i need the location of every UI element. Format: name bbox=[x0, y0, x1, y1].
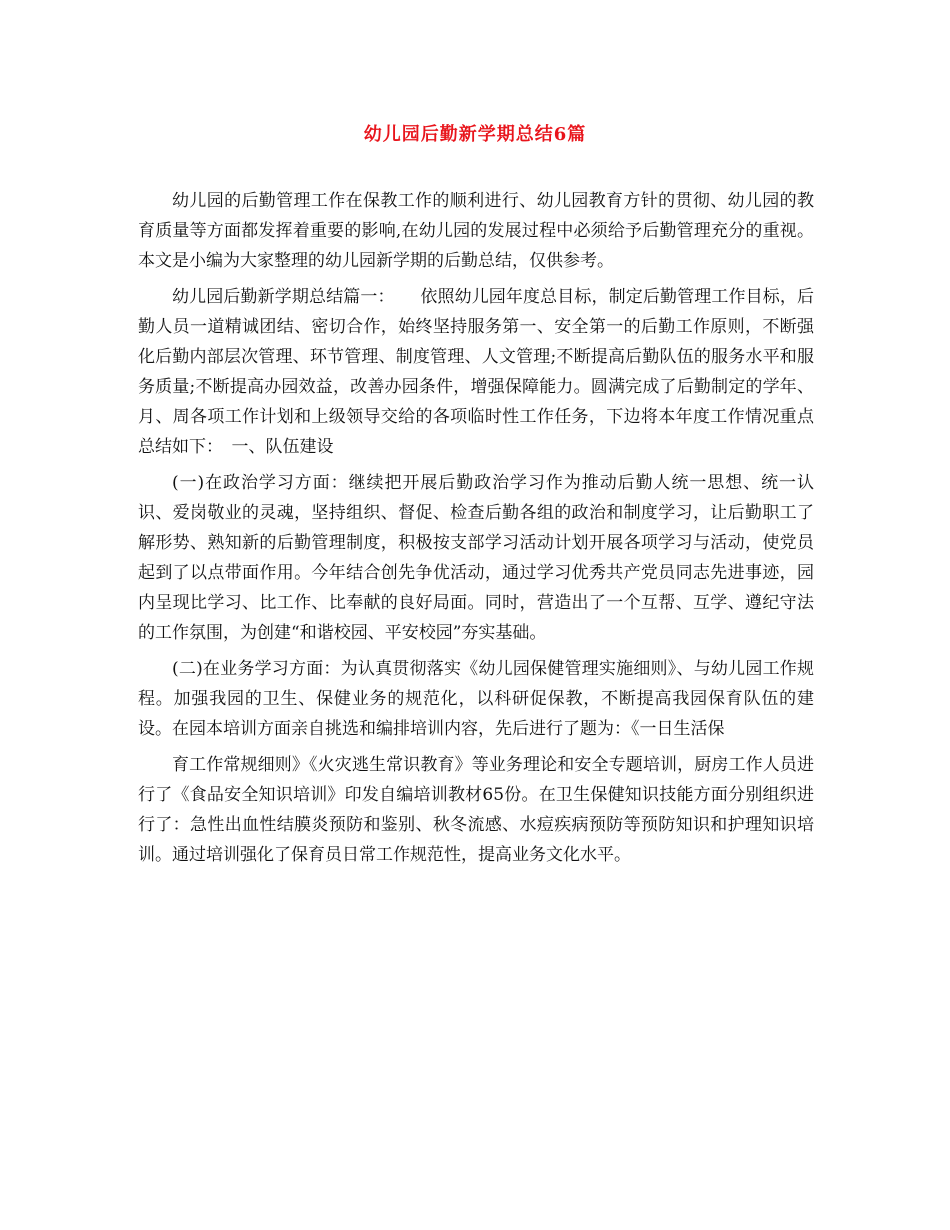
paragraph-training: 育工作常规细则》《火灾逃生常识教育》等业务理论和安全专题培训，厨房工作人员进行了《食品安全知识培训》印发自编培训教材65份。在卫生保健知识技能方面分别组织进行了：急性出血性结膜炎预防和鉴别、秋冬流感、水痘疾病预防等预防知识和护理知识培训。通过培训强化了保育员日常工作规范性，提高业务文化水平。 bbox=[138, 755, 814, 865]
paragraph-business-study: (二)在业务学习方面：为认真贯彻落实《幼儿园保健管理实施细则》、与幼儿园工作规程。加强我园的卫生、保健业务的规范化，以科研促保教，不断提高我园保育队伍的建设。在园本培训方面亲自挑选和编排培训内容，先后进行了题为：《一日生活保 bbox=[138, 659, 814, 739]
document-title: 幼儿园后勤新学期总结6篇 bbox=[363, 124, 587, 145]
paragraph-part-one: 幼儿园后勤新学期总结篇一： 依照幼儿园年度总目标，制定后勤管理工作目标，后勤人员一道精诚团结、密切合作，始终坚持服务第一、安全第一的后勤工作原则，不断强化后勤内部层次管理、环节管理、制度管理、人文管理;不断提高后勤队伍的服务水平和服务质量;不断提高办园效益，改善办园条件，增强保障能力。圆满完成了后勤制定的学年、月、周各项工作计划和上级领导交给的各项临时性工作任务，下边将本年度工作情况重点总结如下： 一、队伍建设 bbox=[138, 287, 814, 457]
paragraph-intro: 幼儿园的后勤管理工作在保教工作的顺利进行、幼儿园教育方针的贯彻、幼儿园的教育质量等方面都发挥着重要的影响,在幼儿园的发展过程中必须给予后勤管理充分的重视。本文是小编为大家整理的幼儿园新学期的后勤总结，仅供参考。 bbox=[138, 191, 814, 271]
document-body bbox=[138, 186, 814, 876]
paragraph-political-study: (一)在政治学习方面：继续把开展后勤政治学习作为推动后勤人统一思想、统一认识、爱岗敬业的灵魂，坚持组织、督促、检查后勤各组的政治和制度学习，让后勤职工了解形势、熟知新的后勤管理制度，积极按支部学习活动计划开展各项学习与活动，使党员起到了以点带面作用。今年结合创先争优活动，通过学习优秀共产党员同志先进事迹，园内呈现比学习、比工作、比奉献的良好局面。同时，营造出了一个互帮、互学、遵纪守法的工作氛围，为创建“和谐校园、平安校园”夯实基础。 bbox=[138, 473, 814, 643]
